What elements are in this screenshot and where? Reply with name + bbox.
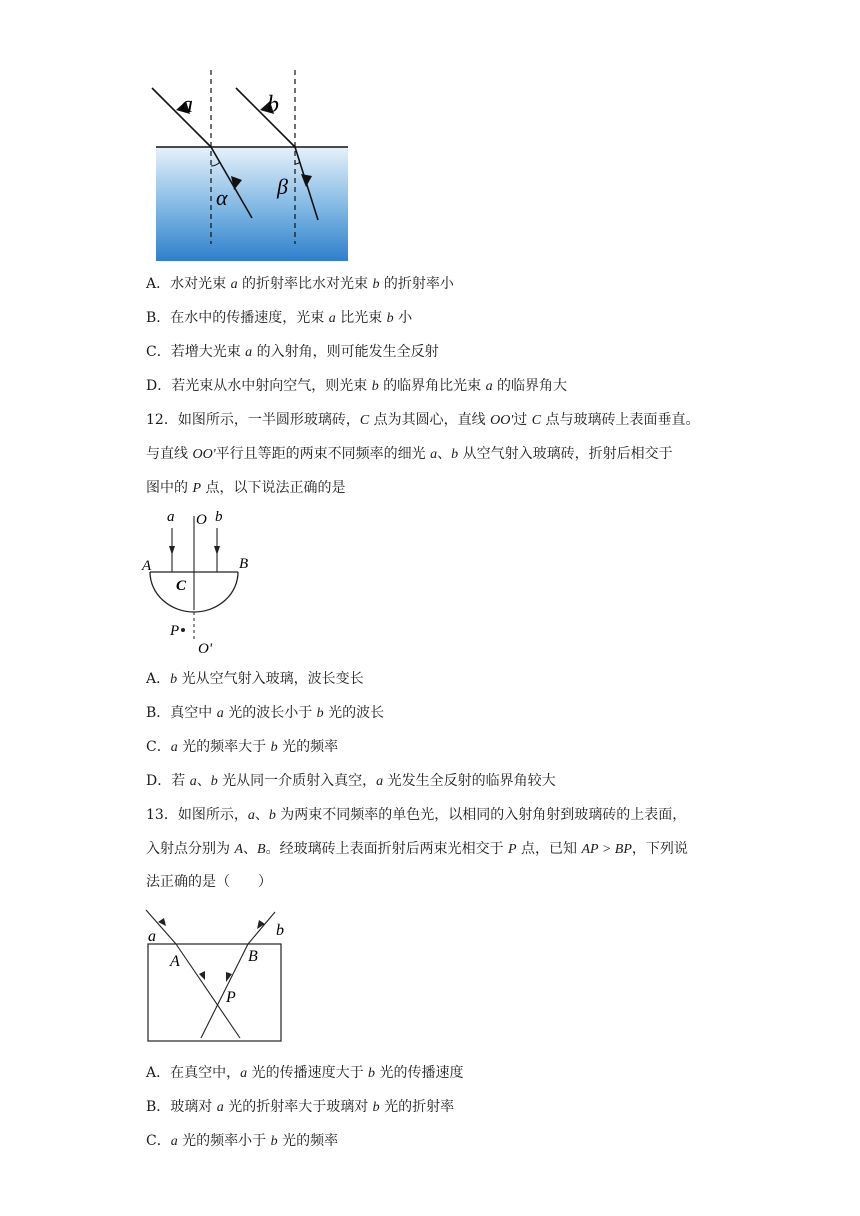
text-run: 光的频率 [277,739,339,755]
variable: a [247,808,255,823]
figure-water-refraction [140,60,360,266]
text-run: 真空中 [170,705,217,721]
text-run: 在真空中， [170,1065,241,1081]
variable: b [386,311,394,326]
text-run: 光的频率小于 [177,1133,271,1149]
text-run: 水对光束 [170,276,231,292]
label-b: b [215,509,223,525]
incident-ray-b [236,88,295,147]
variable: a [170,740,178,755]
option-letter: C． [146,1133,171,1149]
label-A: A [170,953,180,970]
variable: a [376,774,384,789]
text-run: 13．如图所示， [146,807,248,823]
water-body [156,147,348,261]
variable: b [371,379,379,394]
text-run: 光的传播速度大于 [247,1065,369,1081]
text-run: 、 [243,841,258,857]
option-letter: D． [146,378,172,394]
label-beta: β [277,174,288,199]
text-run: 光的频率大于 [177,739,271,755]
q12-stem-line-3 [146,478,345,499]
variable: C [359,413,370,428]
variable: a [189,774,197,789]
label-B: B [239,556,249,572]
text-run: 若 [171,773,190,789]
text-run: 、 [254,807,269,823]
figure-glass-block [138,904,298,1048]
text-run: 点与玻璃砖上表面垂直。 [541,412,700,428]
text-run: 的折射率小 [379,276,454,292]
variable: a [216,1100,224,1115]
option-letter: B． [146,1099,171,1115]
option-letter: C． [146,739,171,755]
text-run: 、 [437,446,452,462]
variable: b [268,808,276,823]
variable: b [316,706,324,721]
text-run: 光的传播速度 [375,1065,464,1081]
text-run: 光发生全反射的临界角较大 [383,773,556,789]
text-run: 的入射角，则可能发生全反射 [252,344,439,360]
q12-option-4 [146,771,556,792]
label-b: b [276,922,284,939]
variable: AP > BP [581,842,632,857]
variable: OO' [192,447,216,462]
variable: a [245,345,253,360]
q11-option-2 [146,308,412,329]
point-P [181,628,185,632]
text-run: 从空气射入玻璃砖，折射后相交于 [458,446,673,462]
text-run: 若光束从水中射向空气，则光束 [171,378,372,394]
text-run: 光从同一介质射入真空， [217,773,377,789]
text-run: 图中的 [146,480,193,496]
option-letter: A． [146,1065,171,1081]
text-run: 入射点分别为 [146,841,235,857]
arrow-ray-b [214,546,220,555]
text-run: 的折射率比水对光束 [237,276,373,292]
q13-option-2 [146,1097,454,1118]
text-run: 在水中的传播速度，光束 [170,310,329,326]
q13-stem-line-3 [146,872,272,892]
text-run: 法正确的是（ ） [146,874,272,890]
text-run: 光的折射率大于玻璃对 [223,1099,373,1115]
label-a: a [148,928,156,945]
q13-stem-line-1 [146,805,686,826]
variable: b [368,1066,376,1081]
text-run: 为两束不同频率的单色光，以相同的入射角射到玻璃砖的上表面， [275,807,687,823]
variable: a [240,1066,248,1081]
text-run: 小 [393,310,413,326]
glass-block [148,944,281,1041]
variable: B [257,842,266,857]
text-run: 光从空气射入玻璃，波长变长 [177,671,364,687]
q12-stem-line-2 [146,444,673,465]
text-run: 若增大光束 [170,344,246,360]
variable: OO' [490,413,514,428]
label-A: A [142,558,152,574]
q11-option-3 [146,342,439,363]
text-run: 。经玻璃砖上表面折射后两束光相交于 [265,841,509,857]
label-O: O [196,512,207,528]
variable: a [430,447,438,462]
q13-stem-line-2 [146,839,688,860]
label-O-prime: O' [198,641,213,657]
incident-ray-b [248,912,275,944]
q12-stem-line-1 [146,410,700,431]
label-P: P [170,623,180,639]
text-run: 光的折射率 [379,1099,455,1115]
label-B: B [248,948,258,965]
text-run: 点，已知 [516,841,582,857]
text-run: 点，以下说法正确的是 [201,480,346,496]
q11-option-1 [146,274,454,295]
q12-option-3 [146,737,338,758]
text-run: 光的频率 [277,1133,339,1149]
q11-option-4 [146,376,567,397]
variable: b [210,774,218,789]
text-run: 与直线 [146,446,193,462]
variable: b [270,740,278,755]
text-run: 比光束 [335,310,387,326]
variable: a [328,311,336,326]
text-run: 12．如图所示，一半圆形玻璃砖， [146,412,360,428]
text-run: 平行且等距的两束不同频率的细光 [215,446,431,462]
option-letter: D． [146,773,172,789]
label-alpha: α [216,185,228,210]
variable: a [216,706,224,721]
variable: b [451,447,459,462]
q13-option-3 [146,1131,338,1152]
option-letter: B． [146,310,171,326]
variable: P [508,842,517,857]
arrow-b-incident [257,920,265,929]
variable: C [531,413,542,428]
option-letter: C． [146,344,171,360]
label-a: a [167,509,175,525]
text-run: 的临界角大 [492,378,568,394]
variable: b [270,1134,278,1149]
figure-semicircle-glass [138,502,260,658]
variable: a [230,277,238,292]
variable: a [170,1134,178,1149]
option-letter: A． [146,276,171,292]
variable: b [170,672,178,687]
variable: b [372,1100,380,1115]
text-run: 玻璃对 [170,1099,217,1115]
label-P: P [226,989,236,1006]
q12-option-1 [146,669,364,690]
variable: P [192,481,202,496]
variable: A [234,842,244,857]
text-run: 光的波长 [323,705,385,721]
variable: a [485,379,493,394]
label-a: a [181,92,193,118]
text-run: ，下列说 [631,841,688,857]
label-C: C [176,578,187,594]
q13-option-1 [146,1063,463,1084]
text-run: 点为其圆心，直线 [369,412,491,428]
option-letter: B． [146,705,171,721]
variable: b [372,277,380,292]
text-run: 过 [513,412,532,428]
arrow-ray-a [169,546,175,555]
q12-option-2 [146,703,384,724]
label-b: b [267,92,279,118]
text-run: 、 [196,773,211,789]
text-run: 的临界角比光束 [378,378,486,394]
option-letter: A． [146,671,171,687]
text-run: 光的波长小于 [223,705,317,721]
